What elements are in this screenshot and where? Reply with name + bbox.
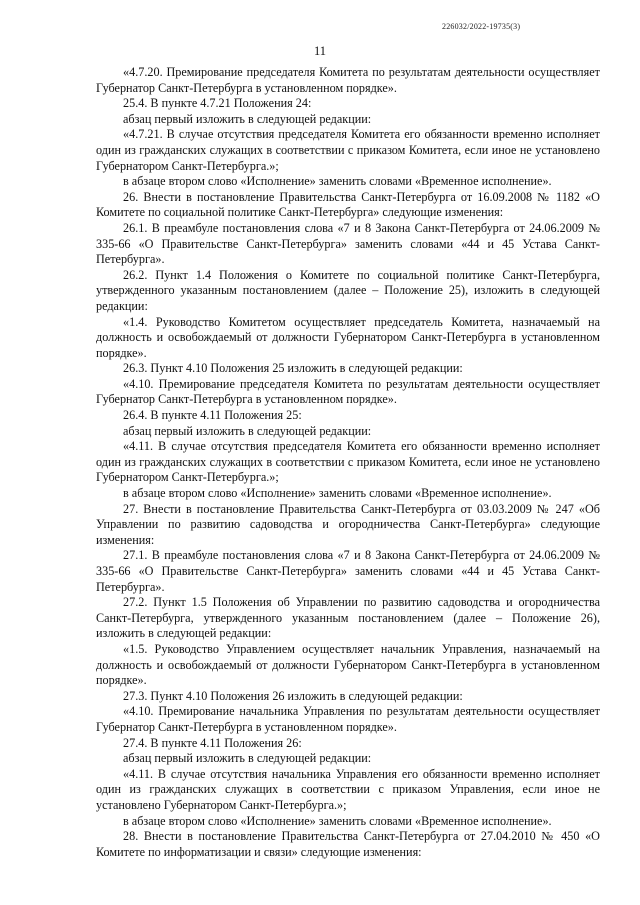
paragraph: 26.4. В пункте 4.11 Положения 25: <box>123 408 302 423</box>
paragraph: 27.1. В преамбуле постановления слова «7 и 8 Закона Санкт-Петербурга от 24.06.2009 № 335-66 «О Правительстве Санкт-Петербурга» заменить словами «44 и 45 Устава Санкт-Петербурга». <box>96 548 600 594</box>
paragraph: в абзаце втором слово «Исполнение» заменить словами «Временное исполнение». <box>123 174 552 189</box>
paragraph: «4.10. Премирование председателя Комитета по результатам деятельности осуществляет Губернатор Санкт-Петербурга в установленном порядке». <box>96 376 600 407</box>
page-number: 11 <box>313 44 327 58</box>
paragraph: 28. Внести в постановление Правительства Санкт-Петербурга от 27.04.2010 № 450 «О Комитете по информатизации и связи» следующие изменения: <box>96 829 600 859</box>
paragraph: 27.2. Пункт 1.5 Положения об Управлении по развитию садоводства и огородничества Санкт-Петербурга, утвержденного указанным постановлением (далее – Положение 26), изложить в следующей редакции: <box>96 595 600 641</box>
paragraph: в абзаце втором слово «Исполнение» заменить словами «Временное исполнение». <box>123 486 552 501</box>
paragraph: абзац первый изложить в следующей редакции: <box>123 111 372 126</box>
paragraph: «1.5. Руководство Управлением осуществляет начальник Управления, назначаемый на должность и освобождаемый от должности Губернатором Санкт-Петербурга в установленном порядке». <box>96 641 600 688</box>
document-registration-stamp: 226032/2022-19735(3) <box>442 22 521 31</box>
paragraph: 26.1. В преамбуле постановления слова «7 и 8 Закона Санкт-Петербурга от 24.06.2009 № 335-66 «О Правительстве Санкт-Петербурга» заменить словами «44 и 45 Устава Санкт-Петербурга». <box>96 220 600 267</box>
paragraph: абзац первый изложить в следующей редакции: <box>123 751 372 766</box>
paragraph: «4.11. В случае отсутствия председателя Комитета его обязанности временно исполняет один из гражданских служащих в соответствии с приказом Комитета, если иное не установлено Губернатором Санкт-Петербурга.»; <box>96 439 600 485</box>
paragraph: «4.10. Премирование начальника Управления по результатам деятельности осуществляет Губернатор Санкт-Петербурга в установленном порядке». <box>96 704 600 734</box>
paragraph: 25.4. В пункте 4.7.21 Положения 24: <box>123 96 312 111</box>
paragraph: «1.4. Руководство Комитетом осуществляет председатель Комитета, назначаемый на должность и освобождаемый от должности Губернатором Санкт-Петербурга в установленном порядке». <box>96 314 600 360</box>
paragraph: 26. Внести в постановление Правительства Санкт-Петербурга от 16.09.2008 № 1182 «О Комитете по социальной политике Санкт-Петербурга» следующие изменения: <box>96 189 600 220</box>
paragraph: 27.4. В пункте 4.11 Положения 26: <box>123 735 302 750</box>
paragraph: абзац первый изложить в следующей редакции: <box>123 423 372 438</box>
paragraph: 26.3. Пункт 4.10 Положения 25 изложить в следующей редакции: <box>123 361 463 376</box>
paragraph: «4.7.21. В случае отсутствия председателя Комитета его обязанности временно исполняет один из гражданских служащих в соответствии с приказом Комитета, если иное не установлено Губернатором Санкт-Петербурга.»; <box>96 127 600 173</box>
paragraph: в абзаце втором слово «Исполнение» заменить словами «Временное исполнение». <box>123 813 552 828</box>
document-body <box>96 65 600 860</box>
paragraph: 26.2. Пункт 1.4 Положения о Комитете по социальной политике Санкт-Петербурга, утвержденного указанным постановлением (далее – Положение 25), изложить в следующей редакции: <box>96 267 600 313</box>
paragraph: «4.7.20. Премирование председателя Комитета по результатам деятельности осуществляет Губернатор Санкт-Петербурга в установленном порядке». <box>96 65 600 95</box>
paragraph: 27.3. Пункт 4.10 Положения 26 изложить в следующей редакции: <box>123 688 463 703</box>
paragraph: «4.11. В случае отсутствия начальника Управления его обязанности временно исполняет один из гражданских служащих в соответствии с приказом Управления, если иное не установлено Губернатором Санкт-Петербурга.»; <box>96 766 600 812</box>
paragraph: 27. Внести в постановление Правительства Санкт-Петербурга от 03.03.2009 № 247 «Об Управлении по развитию садоводства и огородничества Санкт-Петербурга» следующие изменения: <box>96 501 600 547</box>
